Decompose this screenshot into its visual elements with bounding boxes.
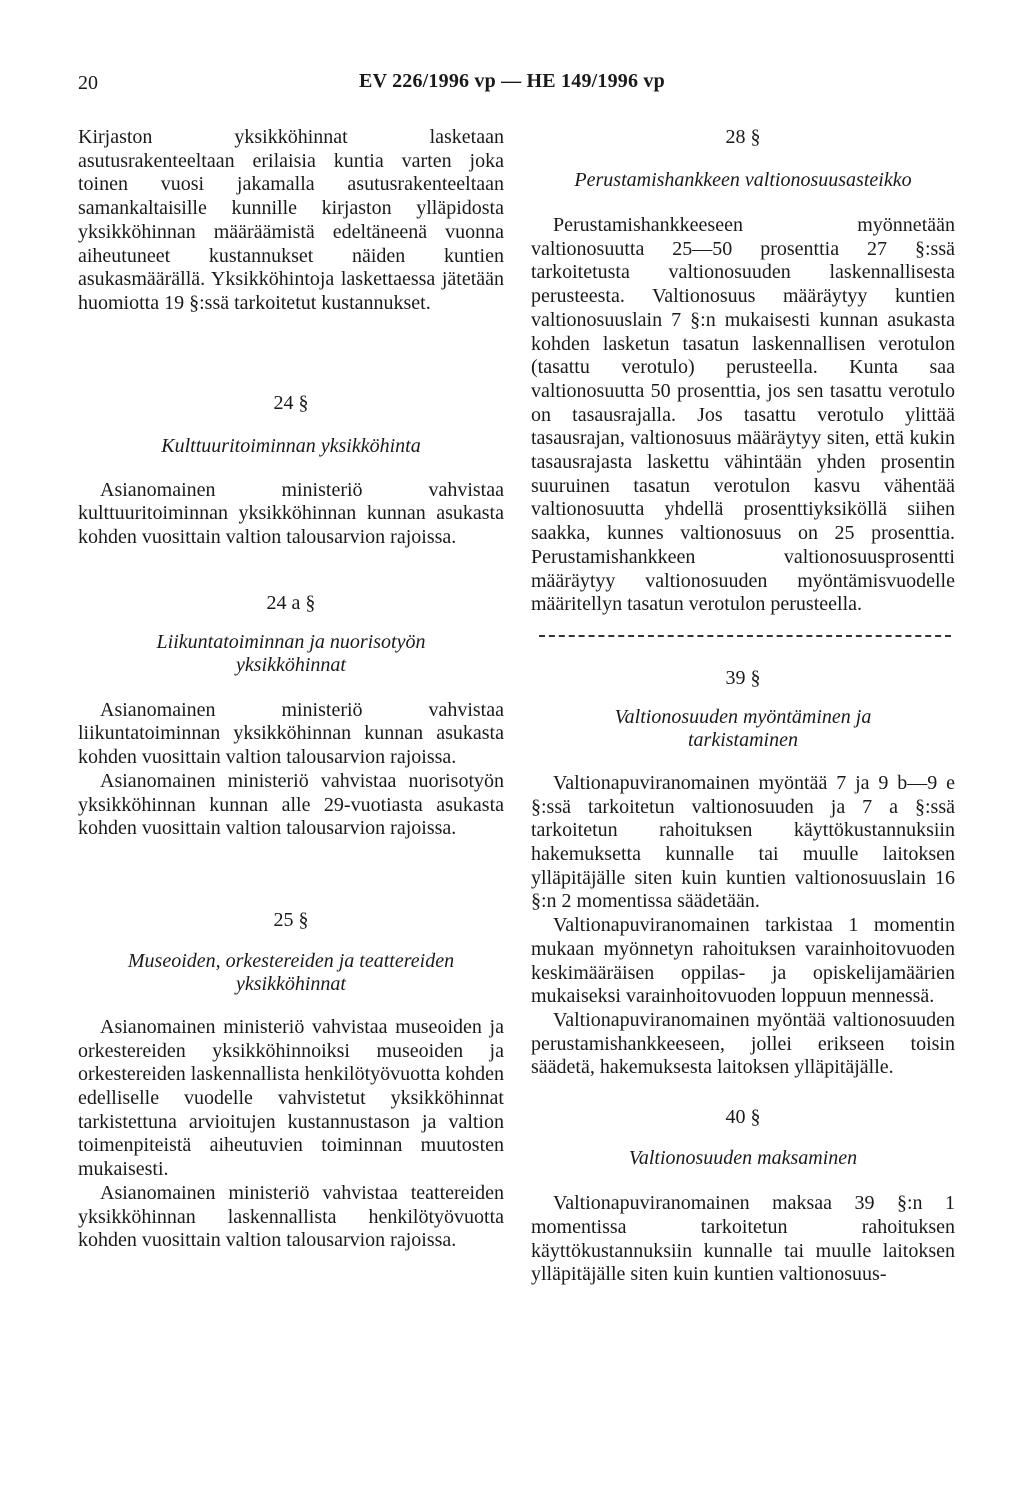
section-paragraph: Valtionapuviranomainen tarkistaa 1 momentin mukaan myönnetyn rahoituksen varainhoitovuoden keskimääräisen oppilas- ja opiskelijamäärien mukaiseksi varainhoitovuoden loppuun mennessä.	[531, 914, 955, 1008]
section-paragraph: Asianomainen ministeriö vahvistaa nuorisotyön yksikköhinnan kunnan alle 29-vuotiasta asukasta kohden vuosittain valtion talousarvion rajoissa.	[78, 769, 504, 840]
section-number: 40 §	[725, 1106, 761, 1129]
section-title: Kulttuuritoiminnan yksikköhinta	[161, 434, 421, 457]
section-title: Liikuntatoiminnan ja nuorisotyön yksikköhinnat	[156, 630, 426, 676]
section-title: Valtionosuuden myöntäminen ja tarkistaminen	[614, 705, 872, 751]
section-paragraph: Asianomainen ministeriö vahvistaa museoiden ja orkestereiden yksikköhinnoiksi museoiden ja orkestereiden laskennallista henkilötyövuotta kohden edelliselle vuodelle vahvistetut yksikköhinnat tarkistettuna arvioitujen kustannustason ja valtion toimenpiteistä aiheutuvien toiminnan muutosten mukaisesti.	[78, 1015, 504, 1181]
section-number: 25 §	[273, 908, 309, 931]
section-title: Perustamishankkeen valtionosuusasteikko	[574, 169, 912, 191]
section-divider	[539, 635, 951, 637]
section-number: 28 §	[725, 126, 761, 148]
intro-paragraph: Kirjaston yksikköhinnat lasketaan asutusrakenteeltaan erilaisia kuntia varten joka toinen vuosi jakamalla asutusrakenteeltaan samankaltaisille kunnille kirjaston ylläpidosta yksikköhinnan määräämistä edeltäneenä vuonna aiheutuneet kustannukset näiden kuntien asukasmäärällä. Yksikköhintoja laskettaessa jätetään huomiotta 19 §:ssä tarkoitetut kustannukset.	[78, 126, 504, 314]
section-paragraph: Perustamishankkeeseen myönnetään valtionosuutta 25—50 prosenttia 27 §:ssä tarkoitetusta valtionosuuden laskennallisesta perusteesta. Valtionosuus määräytyy kuntien valtionosuuslain 7 §:n mukaisesti kunnan asukasta kohden lasketun tasatun laskennallisen verotulon (tasattu verotulo) perusteella. Kunta saa valtionosuutta 50 prosenttia, jos sen tasattu verotulo on tasausrajalla. Jos tasattu verotulo ylittää tasausrajan, valtionosuus määräytyy siten, että kukin tasausrajasta laskettu vähintään yhden prosentin suuruinen tasatun verotulon kasvu vähentää valtionosuutta yhdellä prosenttiyksiköllä siihen saakka, kunnes valtionosuus on 25 prosenttia. Perustamishankkeen valtionosuusprosentti määräytyy valtionosuuden myöntämisvuodelle määritellyn tasatun verotulon perusteella.	[531, 214, 955, 616]
section-39	[531, 667, 955, 1080]
section-paragraph: Valtionapuviranomainen myöntää 7 ja 9 b—9 e §:ssä tarkoitetun valtionosuuden ja 7 a §:ssä tarkoitetun rahoituksen käyttökustannuksiin hakemuksetta kunnalle tai muulle laitoksen ylläpitäjälle siten kuin kuntien valtionosuuslain 16 §:n 2 momentissa säädetään.	[531, 771, 955, 913]
section-paragraph: Asianomainen ministeriö vahvistaa teattereiden yksikköhinnan laskennallista henkilötyövuotta kohden vuosittain valtion talousarvion rajoissa.	[78, 1181, 504, 1252]
section-24a	[78, 592, 504, 841]
section-paragraph: Valtionapuviranomainen myöntää valtionosuuden perustamishankkeeseen, jollei erikseen toisin säädetä, hakemuksesta laitoksen ylläpitäjälle.	[531, 1008, 955, 1079]
running-header: EV 226/1996 vp — HE 149/1996 vp	[359, 70, 665, 92]
section-number: 24 a §	[266, 591, 316, 614]
left-column	[78, 126, 504, 1253]
page-number: 20	[78, 72, 98, 94]
section-28	[531, 126, 955, 617]
section-25	[78, 909, 504, 1253]
section-40	[531, 1106, 955, 1287]
section-title: Museoiden, orkestereiden ja teattereiden yksikköhinnat	[127, 949, 455, 995]
section-24	[78, 392, 504, 550]
section-paragraph: Asianomainen ministeriö vahvistaa kulttuuritoiminnan yksikköhinnan kunnan asukasta kohden vuosittain valtion talousarvion rajoissa.	[78, 478, 504, 549]
section-paragraph: Asianomainen ministeriö vahvistaa liikuntatoiminnan yksikköhinnan kunnan asukasta kohden vuosittain valtion talousarvion rajoissa.	[78, 698, 504, 769]
right-column	[531, 126, 955, 1287]
section-number: 24 §	[273, 391, 309, 414]
section-number: 39 §	[725, 666, 761, 689]
section-title: Valtionosuuden maksaminen	[628, 1147, 858, 1170]
section-paragraph: Valtionapuviranomainen maksaa 39 §:n 1 momentissa tarkoitetun rahoituksen käyttökustannuksiin kunnalle tai muulle laitoksen ylläpitäjälle siten kuin kuntien valtionosuus-	[531, 1192, 955, 1286]
